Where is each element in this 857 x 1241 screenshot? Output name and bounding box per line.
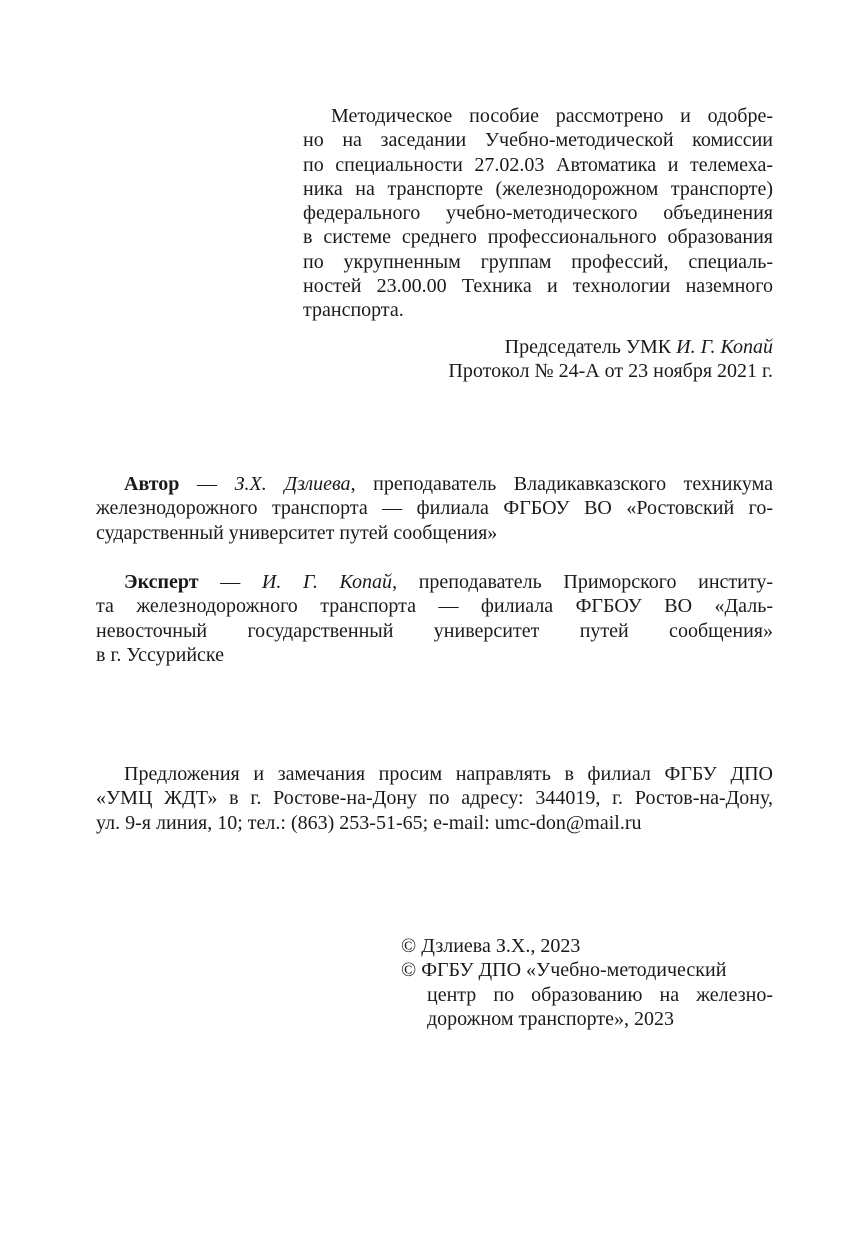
- author-line: [96, 472, 773, 496]
- approval-line: транспорта.: [303, 299, 404, 322]
- approval-line: ника на транспорте (железнодорожном транспорте): [303, 177, 773, 200]
- expert-line: [96, 570, 773, 594]
- chair-label: Председатель УМК: [504, 336, 672, 358]
- approval-line: но на заседании Учебно-методической комиссии: [303, 129, 773, 152]
- expert-label: Эксперт: [124, 571, 199, 593]
- chair-signature: [380, 335, 773, 384]
- approval-line: по специальности 27.02.03 Автоматика и телемеха-: [303, 153, 773, 176]
- expert-line: та железнодорожного транспорта — филиала ФГБОУ ВО «Даль-: [96, 595, 773, 618]
- copyright-line: дорожном транспорте», 2023: [427, 1007, 674, 1030]
- expert-line: в г. Уссурийске: [96, 643, 225, 666]
- author-label: Автор: [124, 473, 180, 495]
- approval-line: федерального учебно-методического объединения: [303, 202, 773, 225]
- author-name: З.Х. Дзлиева: [234, 473, 351, 495]
- copyright-block: [401, 934, 773, 1031]
- chair-line: [380, 335, 773, 359]
- author-text: , преподаватель Владикавказского техникума: [350, 473, 774, 495]
- approval-line: ностей 23.00.00 Техника и технологии наземного: [303, 275, 773, 298]
- author-line: сударственный университет путей сообщения»: [96, 521, 498, 544]
- copyright-line: © Дзлиева З.Х., 2023: [401, 935, 581, 957]
- approval-line: по укрупненным группам профессий, специаль-: [303, 250, 773, 273]
- author-dash: —: [179, 473, 235, 495]
- author-block: [96, 472, 773, 545]
- suggestions-line: Предложения и замечания просим направлять в филиал ФГБУ ДПО: [124, 763, 773, 785]
- protocol-line: Протокол № 24-А от 23 ноября 2021 г.: [448, 360, 773, 383]
- expert-text: , преподаватель Приморского институ-: [392, 571, 774, 593]
- approval-note: [303, 104, 773, 323]
- approval-line: в системе среднего профессионального образования: [303, 226, 773, 249]
- copyright-line: © ФГБУ ДПО «Учебно-методический: [401, 959, 727, 982]
- author-line: железнодорожного транспорта — филиала ФГБОУ ВО «Ростовский го-: [96, 497, 773, 520]
- expert-dash: —: [198, 571, 262, 593]
- suggestions-line: ул. 9-я линия, 10; тел.: (863) 253-51-65; e-mail: umc-don@mail.ru: [96, 811, 642, 834]
- expert-name: И. Г. Копай: [261, 571, 393, 593]
- chair-name: И. Г. Копай: [676, 336, 773, 358]
- expert-line: невосточный государственный университет путей сообщения»: [96, 619, 773, 642]
- copyright-line: центр по образованию на железно-: [427, 983, 773, 1006]
- expert-block: [96, 570, 773, 667]
- suggestions-block: [96, 762, 773, 835]
- approval-line: Методическое пособие рассмотрено и одобре-: [331, 105, 773, 127]
- suggestions-line: «УМЦ ЖДТ» в г. Ростове-на-Дону по адресу: 344019, г. Ростов-на-Дону,: [96, 787, 773, 810]
